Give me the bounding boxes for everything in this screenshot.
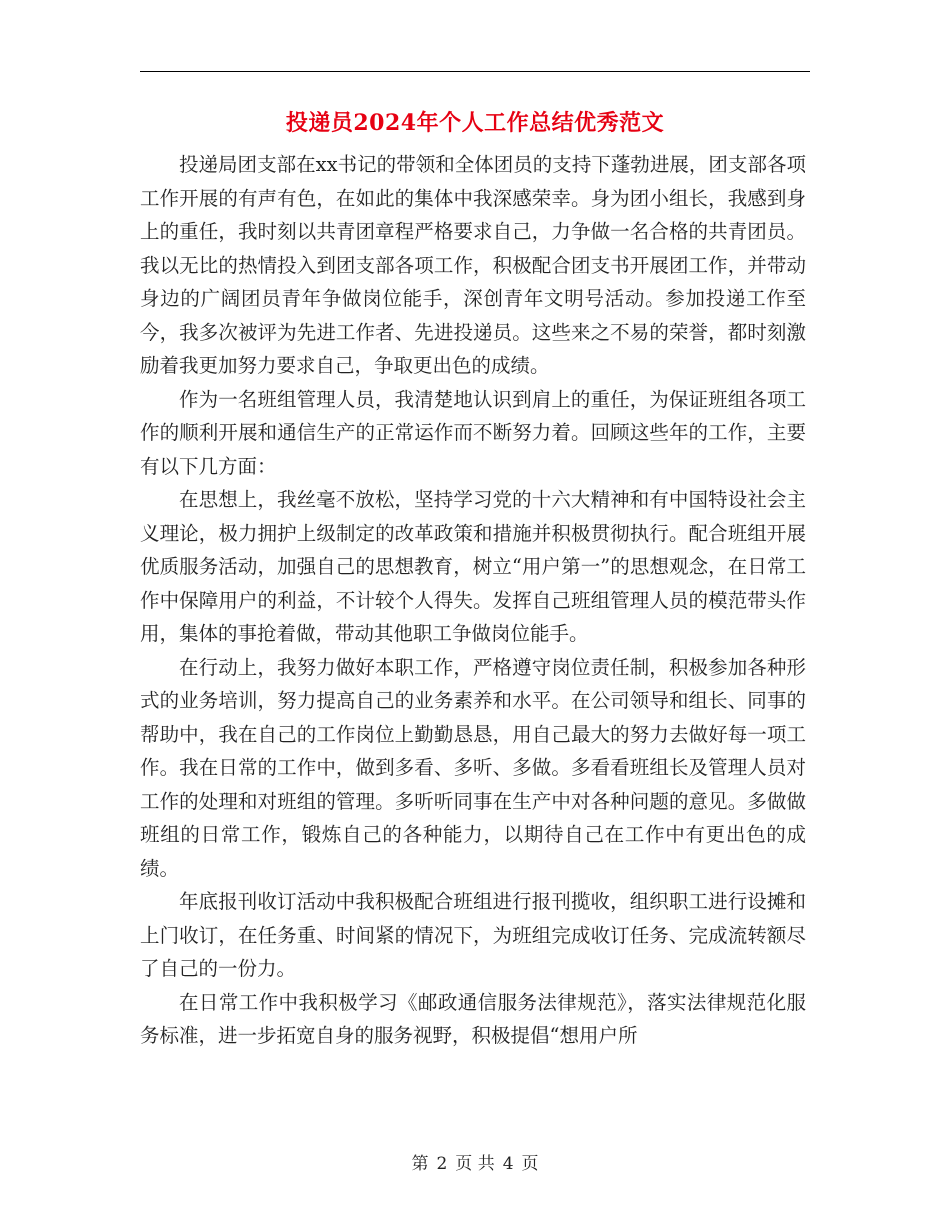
footer-current-page: 2 xyxy=(436,1154,448,1174)
paragraph: 在日常工作中我积极学习《邮政通信服务法律规范》，落实法律规范化服务标准，进一步拓宽自身的服务视野，积极提倡“想用户所 xyxy=(140,990,806,1047)
header-rule xyxy=(140,71,810,72)
footer-prefix: 第 xyxy=(411,1154,429,1174)
footer-middle: 页 共 xyxy=(455,1154,495,1174)
page-number-footer xyxy=(140,1152,810,1176)
document-body xyxy=(140,148,806,1053)
paragraph: 年底报刊收订活动中我积极配合班组进行报刊揽收，组织职工进行设摊和上门收订，在任务重、时间紧的情况下，为班组完成收订任务、完成流转额尽了自己的一份力。 xyxy=(140,890,806,980)
paragraph: 在思想上，我丝毫不放松，坚持学习党的十六大精神和有中国特设社会主义理论，极力拥护上级制定的改革政策和措施并积极贯彻执行。配合班组开展优质服务活动，加强自己的思想教育，树立“用户第一”的思想观念，在日常工作中保障用户的利益，不计较个人得失。发挥自己班组管理人员的模范带头作用，集体的事抢着做，带动其他职工争做岗位能手。 xyxy=(140,488,806,645)
document-title: 投递员2024年个人工作总结优秀范文 xyxy=(285,110,665,136)
paragraph: 作为一名班组管理人员，我清楚地认识到肩上的重任，为保证班组各项工作的顺利开展和通信生产的正常运作而不断努力着。回顾这些年的工作，主要有以下几方面： xyxy=(140,387,806,478)
paragraph: 投递局团支部在xx书记的带领和全体团员的支持下蓬勃进展，团支部各项工作开展的有声有色，在如此的集体中我深感荣幸。身为团小组长，我感到身上的重任，我时刻以共青团章程严格要求自己，力争做一名合格的共青团员。我以无比的热情投入到团支部各项工作，积极配合团支书开展团工作，并带动身边的广阔团员青年争做岗位能手，深创青年文明号活动。参加投递工作至今，我多次被评为先进工作者、先进投递员。这些来之不易的荣誉，都时刻激励着我更加努力要求自己，争取更出色的成绩。 xyxy=(140,153,806,377)
footer-total-pages: 4 xyxy=(502,1154,514,1174)
footer-suffix: 页 xyxy=(521,1154,539,1174)
paragraph: 在行动上，我努力做好本职工作，严格遵守岗位责任制，积极参加各种形式的业务培训，努力提高自己的业务素养和水平。在公司领导和组长、同事的帮助中，我在自己的工作岗位上勤勤恳恳，用自己最大的努力去做好每一项工作。我在日常的工作中，做到多看、多听、多做。多看看班组长及管理人员对工作的处理和对班组的管理。多听听同事在生产中对各种问题的意见。多做做班组的日常工作，锻炼自己的各种能力，以期待自己在工作中有更出色的成绩。 xyxy=(140,655,806,880)
